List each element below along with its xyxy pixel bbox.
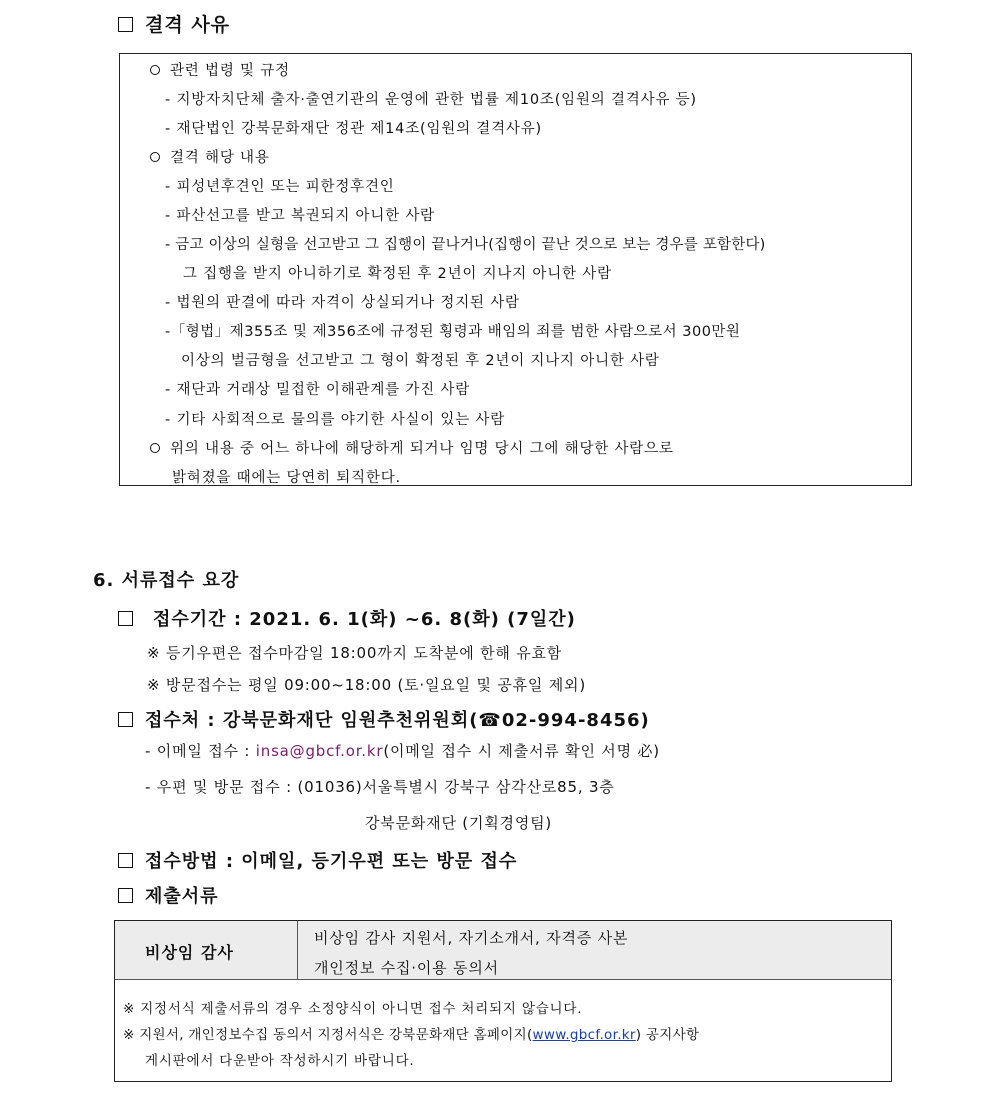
homepage-link[interactable]: www.gbcf.or.kr bbox=[532, 1027, 636, 1043]
circle-bullet-icon bbox=[150, 152, 160, 162]
checkbox-square-icon bbox=[118, 712, 133, 727]
law-item: - 지방자치단체 출자·출연기관의 운영에 관한 법률 제10조(임원의 결격사유 등) bbox=[165, 92, 697, 108]
checkbox-square-icon bbox=[118, 611, 133, 626]
method-label: 접수방법 : 이메일, 등기우편 또는 방문 접수 bbox=[118, 847, 517, 873]
table-note-cont: 게시판에서 다운받아 작성하시기 바랍니다. bbox=[145, 1053, 415, 1069]
email-line: - 이메일 접수 : insa@gbcf.or.kr(이메일 접수 시 제출서류 확인 서명 必) bbox=[145, 742, 660, 760]
disq-heading: 결격 사유 bbox=[118, 10, 230, 37]
docs-label: 제출서류 bbox=[118, 882, 219, 908]
disq-item-cont: 그 집행을 받지 아니하기로 확정된 후 2년이 지나지 아니한 사람 bbox=[183, 266, 612, 282]
disq-note-cont: 밝혀졌을 때에는 당연히 퇴직한다. bbox=[172, 470, 401, 486]
content-heading: 결격 해당 내용 bbox=[150, 146, 270, 167]
disq-item: -「형법」제355조 및 제356조에 규정된 횡령과 배임의 죄를 범한 사람으로서 300만원 bbox=[165, 324, 741, 340]
disq-item: - 기타 사회적으로 물의를 야기한 사실이 있는 사람 bbox=[165, 412, 506, 428]
post-line: - 우편 및 방문 접수 : (01036)서울특별시 강북구 삼각산로85, 3층 bbox=[145, 778, 615, 796]
disq-item: - 금고 이상의 실형을 선고받고 그 집행이 끝나거나(집행이 끝난 것으로 보는 경우를 포함한다) bbox=[165, 237, 766, 253]
disq-item-cont: 이상의 벌금형을 선고받고 그 형이 확정된 후 2년이 지나지 아니한 사람 bbox=[181, 353, 660, 369]
laws-heading: 관련 법령 및 규정 bbox=[150, 59, 290, 80]
period-note: ※ 방문접수는 평일 09:00~18:00 (토·일요일 및 공휴일 제외) bbox=[147, 676, 586, 694]
law-item: - 재단법인 강북문화재단 정관 제14조(임원의 결격사유) bbox=[165, 121, 542, 137]
checkbox-square-icon bbox=[118, 17, 133, 32]
post-line-cont: 강북문화재단 (기획경영팀) bbox=[365, 814, 553, 832]
period-note: ※ 등기우편은 접수마감일 18:00까지 도착분에 한해 유효함 bbox=[147, 644, 563, 662]
table-note: ※ 지원서, 개인정보수집 동의서 지정서식은 강북문화재단 홈페이지(www.gbcf.or.kr) 공지사항 bbox=[123, 1027, 700, 1043]
role-cell: 비상임 감사 bbox=[145, 943, 234, 962]
section6-title: 6. 서류접수 요강 bbox=[93, 570, 240, 591]
disq-item: - 재단과 거래상 밀접한 이해관계를 가진 사람 bbox=[165, 382, 471, 398]
docs-cell-line: 개인정보 수집·이용 동의서 bbox=[314, 959, 499, 977]
checkbox-square-icon bbox=[118, 853, 133, 868]
disq-item: - 파산선고를 받고 복권되지 아니한 사람 bbox=[165, 208, 435, 224]
disq-note: 위의 내용 중 어느 하나에 해당하게 되거나 임명 당시 그에 해당한 사람으로 bbox=[150, 437, 674, 458]
circle-bullet-icon bbox=[150, 443, 160, 453]
circle-bullet-icon bbox=[150, 65, 160, 75]
checkbox-square-icon bbox=[118, 888, 133, 903]
docs-cell-line: 비상임 감사 지원서, 자기소개서, 자격증 사본 bbox=[314, 929, 629, 947]
docs-table-divider bbox=[297, 921, 298, 980]
place-label: 접수처 : 강북문화재단 임원추천위원회(☎02-994-8456) bbox=[118, 706, 650, 732]
disq-item: - 피성년후견인 또는 피한정후견인 bbox=[165, 179, 395, 195]
email-link[interactable]: insa@gbcf.or.kr bbox=[255, 742, 384, 760]
docs-table bbox=[114, 920, 892, 1082]
table-note: ※ 지정서식 제출서류의 경우 소정양식이 아니면 접수 처리되지 않습니다. bbox=[123, 1001, 583, 1017]
disq-item: - 법원의 판결에 따라 자격이 상실되거나 정지된 사람 bbox=[165, 295, 520, 311]
period-label: 접수기간 : 2021. 6. 1(화) ~6. 8(화) (7일간) bbox=[118, 605, 576, 631]
